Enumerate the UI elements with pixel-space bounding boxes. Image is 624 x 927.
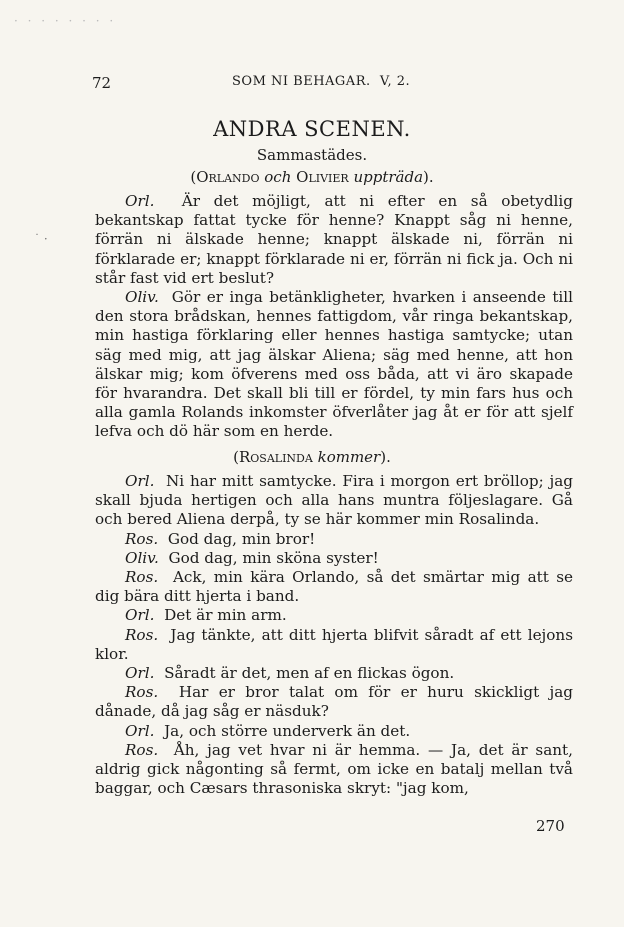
stage-action: kommer — [317, 448, 381, 466]
page-number: 72 — [92, 74, 112, 92]
speech-text: God dag, min sköna syster! — [168, 548, 379, 567]
speech — [95, 626, 573, 664]
speech-text: Jag tänkte, att ditt hjerta blifvit såradt af ett lejons klor. — [95, 625, 573, 663]
speech-text: Ni har mitt samtycke. Fira i morgon ert bröllop; jag skall bjuda hertigen och alla hans muntra följeslagare. Gå och bered Aliena derpå, ty se här kommer min Rosalinda. — [95, 472, 573, 529]
speaker: Ros. — [125, 568, 159, 587]
speaker: Oliv. — [125, 288, 159, 307]
scan-speck: · · · · · · · · — [14, 14, 117, 28]
speech-text: Åh, jag vet hvar ni är hemma. — Ja, det är sant, aldrig gick någonting så fermt, om icke en batalj mellan två baggar, och Cæsars thrasoniska skryt: "jag kom, — [95, 740, 573, 798]
speech — [95, 664, 573, 683]
character-name: Orlando — [196, 168, 260, 186]
paren-open: ( — [233, 448, 239, 466]
speech-text: God dag, min bror! — [167, 529, 316, 548]
stage-direction-rosalinda — [0, 448, 624, 466]
scene-setting: Sammastädes. — [256, 146, 368, 164]
play-title: SOM NI BEHAGAR. — [232, 74, 371, 89]
speaker: Orl. — [125, 192, 155, 210]
speaker: Orl. — [125, 721, 155, 740]
dialogue-block-2 — [95, 472, 573, 798]
stage-direction-entrance — [0, 168, 624, 186]
speech — [95, 192, 573, 288]
stage-action: uppträda — [353, 168, 424, 186]
conjunction: och — [264, 168, 292, 186]
speech-text: Har er bror talat om för er huru skickligt jag dånade, då jag såg er näsduk? — [95, 683, 574, 721]
speech — [95, 568, 573, 606]
speech-text: Är det möjligt, att ni efter en så obetydlig bekantskap fattat tycke för henne? Knappt såg ni henne, förrän ni älskade henne; knappt älskade ni, förrän ni förklarade er; knappt förklarade ni er, förrän ni fick ja. Och ni står fast vid ert beslut? — [95, 192, 573, 287]
running-title — [232, 74, 410, 89]
act-scene: V, 2. — [379, 74, 411, 89]
speaker: Orl. — [125, 664, 155, 683]
folio-number: 270 — [536, 817, 565, 835]
scene-title: ANDRA SCENEN. — [213, 117, 411, 141]
speaker: Ros. — [125, 740, 159, 759]
speech-text: Ack, min kära Orlando, så det smärtar mig att se dig bära ditt hjerta i band. — [95, 568, 574, 606]
speaker: Oliv. — [125, 548, 159, 567]
paren-open: ( — [190, 168, 197, 186]
character-name: Rosalinda — [238, 448, 313, 466]
margin-speck: ˙ · — [34, 232, 48, 246]
speaker: Ros. — [125, 529, 159, 548]
speech — [95, 472, 573, 530]
speech-text: Gör er inga betänkligheter, hvarken i anseende till den stora brådskan, hennes fattigdom, vår ringa bekantskap, min hastiga förklaring eller hennes hastiga samtycke; utan säg med mig, att jag älskar Aliena; säg med henne, att hon älskar mig; kom öfverens med oss båda, att vi äro skapade för hvarandra. Det skall bli till er fördel, ty min fars hus och alla gamla Rolands inkomster öfverlåter jag åt er för att sjelf lefva och dö här som en herde. — [95, 288, 574, 441]
speech — [95, 530, 573, 549]
speaker: Orl. — [125, 606, 155, 625]
speech — [95, 741, 573, 799]
speech — [95, 722, 573, 741]
speech — [95, 288, 573, 442]
speech — [95, 683, 573, 721]
character-name: Olivier — [296, 168, 349, 186]
speech — [95, 606, 573, 625]
paren-close: ). — [380, 448, 391, 466]
speaker: Ros. — [125, 683, 159, 702]
speaker: Ros. — [125, 625, 159, 644]
dialogue-block-1 — [95, 192, 573, 442]
running-header — [92, 74, 564, 94]
speaker: Orl. — [125, 472, 155, 490]
speech-text: Såradt är det, men af en flickas ögon. — [164, 664, 455, 683]
paren-close: ). — [423, 168, 434, 186]
speech-text: Det är min arm. — [164, 606, 287, 625]
speech-text: Ja, och större underverk än det. — [164, 721, 411, 740]
speech — [95, 549, 573, 568]
